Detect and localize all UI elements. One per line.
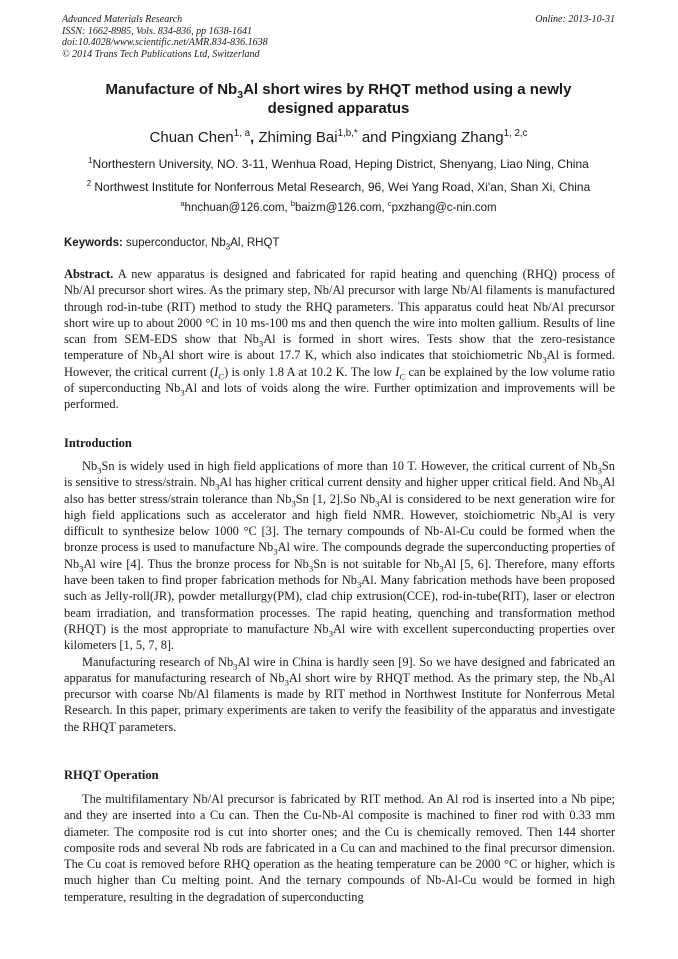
paragraph-text: Al wire with excellent superconducting properties over kilometers [1, 5, 7, 8].: [64, 621, 616, 653]
email-link[interactable]: hnchuan@126.com,: [184, 202, 288, 214]
keywords-subscript: 3: [225, 242, 231, 252]
subscript: 3: [291, 498, 296, 509]
keywords-text: superconductor, Nb: [126, 237, 226, 249]
paragraph-text: Al wire. The compounds degrade the superconducting properties of Nb: [64, 540, 615, 571]
paragraph-text: Nb: [82, 459, 98, 473]
subscript: 3: [328, 628, 333, 639]
paragraph: The multifilamentary Nb/Al precursor is fabricated by RIT method. An Al rod is inserted into a Nb pipe; and they are inserted into a Cu can. Then the Cu-Nb-Al composite is machined to finer rod with 0.33 mm diameter. The composite rod is cut into shorter ones; and the Cu is chemically removed. Then 144 shorter composite rods and several Nb rods are fabricated in a Cu can and machined to the final precursor dimension. The Cu coat is removed before RHQ operation as the heating temperature can be 2000 °C or higher, which is much higher than Cu melting point. And the ternary compounds of Nb-Al-Cu would be formed in high temperature, resulting in the degradation of superconducting: [64, 792, 615, 904]
paragraph-text: Al wire [4]. Thus the bronze process for Nb: [83, 556, 309, 571]
keywords: [64, 236, 617, 251]
abstract-text: A new apparatus is designed and fabricated for rapid heating and quenching (RHQ) process of Nb/Al precursor short wires. As the primary step, Nb/Al precursor with large Nb/Al filaments is manufactured through rod-in-tube (RIT) method to study the RHQ parameters. This apparatus could heat Nb/Al precursor short wire up to about 2000 °C in 10 ms-100 ms and then quench the wire into molten gallium. Results of line scan from SEM-EDS show that Nb: [64, 267, 615, 347]
affiliation-text: Northestern University, NO. 3-11, Wenhua Road, Heping District, Shenyang, Liao Ning, China: [92, 157, 589, 171]
title-part: Manufacture of Nb: [105, 81, 238, 98]
paragraph-text: Al has higher critical current density and higher upper critical field. And Nb: [219, 475, 599, 490]
paragraph-text: Al [5, 6]. Therefore, many efforts have been taken to find proper fabrication methods for Nb: [64, 556, 615, 588]
email-mark: b: [290, 199, 296, 209]
author-affil-mark: 1,b,*: [337, 128, 358, 139]
doi-line: doi:10.4028/www.scientific.net/AMR.834-836.1638: [62, 37, 268, 48]
subscript: 3: [97, 465, 102, 476]
keywords-text: Al, RHQT: [230, 237, 280, 249]
title-part: Al short wires by RHQT method using a newly: [243, 81, 572, 98]
title-part: designed apparatus: [267, 100, 410, 117]
subscript: 3: [308, 563, 314, 574]
subscript: 3: [598, 481, 603, 492]
paragraph-text: Al. Many fabrication methods have been proposed such as Jelly-roll(JR), powder metallurgy(PM), clad chip extrusion(CCE), rod-in-tube(RIT), laser or electron beam irradiation, and transformation processes. The rapid heating, quenching and transformation method (RHQT) is the most appropriate to manufacture Nb: [64, 573, 615, 636]
email-link[interactable]: pxzhang@c-nin.com: [391, 202, 497, 214]
affiliation-2: [62, 180, 615, 195]
author-conjunction: and: [361, 129, 387, 146]
author-affil-mark: 1, a: [233, 128, 251, 139]
affiliation-1: [62, 157, 615, 172]
section-heading-introduction: Introduction: [64, 436, 132, 450]
abstract-text: Al is formed in short wires. Tests show that the zero-resistance temperature of Nb: [64, 332, 615, 363]
subscript: 3: [598, 677, 603, 688]
subscript: 3: [356, 579, 362, 590]
abstract-text: Al is formed. However, the critical current (: [64, 348, 615, 379]
journal-name: Advanced Materials Research: [62, 14, 183, 25]
affiliation-text: Northwest Institute for Nonferrous Metal Research, 96, Wei Yang Road, Xi'an, Shan Xi, China: [94, 180, 591, 194]
author-name: Zhiming Bai: [258, 129, 338, 146]
email-mark: a: [180, 199, 185, 209]
paragraph-text: Al precursor with coarse Nb/Al filaments is made by RIT method in Northwest Institute for Nonferrous Metal Research. In this paper, primary experiments are taken to verify the feasibility of the apparatus and investigate the RHQT parameters.: [64, 670, 615, 734]
subscript: 3: [597, 465, 602, 476]
subscript: 3: [439, 563, 444, 574]
author-emails: [62, 201, 615, 215]
subscript: 3: [233, 661, 238, 672]
paragraph-text: Manufacturing research of Nb: [82, 654, 234, 669]
paragraph-text: Sn is widely used in high field applications of more than 10 T. However, the critical current of Nb: [101, 459, 598, 473]
subscript: 3: [258, 338, 264, 349]
abstract-text: Al and lots of voids along the wire. Further optimization and improvements will be performed.: [64, 381, 615, 412]
subscript: 3: [273, 546, 278, 557]
paragraph-text: Al is very difficult to synthesize below 1000 °C [3]. The ternary compounds of Nb-Al-Cu could be formed when the bronze process is used to manufacture Nb: [64, 507, 615, 555]
paragraph-text: Al wire in China is hardly seen [9]. So we have designed and fabricated an apparatus for manufacturing research of Nb: [64, 654, 616, 685]
paragraph-text: Sn [1, 2].So Nb: [295, 491, 376, 506]
copyright-line: © 2014 Trans Tech Publications Ltd, Switzerland: [62, 48, 260, 60]
keywords-label: Keywords:: [64, 237, 123, 249]
abstract-text: ) is only 1.8 A at 10.2 K. The low: [224, 364, 396, 379]
author-name: Chuan Chen: [149, 129, 234, 146]
author-name: Pingxiang Zhang: [391, 129, 504, 146]
rhqt-body: [64, 791, 615, 905]
math-symbol: I: [214, 364, 219, 379]
subscript: 3: [157, 354, 162, 365]
paragraph-text: Al short wire by RHQT method. As the primary step, the Nb: [288, 670, 599, 685]
affiliation-mark: 2: [86, 179, 92, 188]
title-subscript: 3: [237, 89, 244, 101]
subscript: 3: [375, 498, 380, 509]
math-subscript: C: [399, 371, 406, 382]
abstract-text: Al short wire is about 17.7 K, which also indicates that stoichiometric Nb: [161, 348, 543, 363]
issn-line: ISSN: 1662-8985, Vols. 834-836, pp 1638-1641: [62, 25, 252, 37]
introduction-body: [64, 458, 615, 735]
author-affil-mark: 1, 2,c: [503, 128, 528, 139]
subscript: 3: [542, 354, 547, 365]
subscript: 3: [555, 514, 561, 525]
abstract-label: Abstract.: [64, 267, 114, 281]
abstract-text: can be explained by the low volume ratio of superconducting Nb: [64, 364, 615, 396]
paper-title: [62, 80, 615, 118]
paragraph: [64, 458, 615, 654]
subscript: 3: [284, 677, 289, 688]
subscript: 3: [180, 387, 185, 398]
math-subscript: C: [218, 371, 225, 382]
author-list: Chuan Chen$^{1, a}$, Zhiming Bai$^{1,b,*}$ and Pingxiang Zhang$^{1, 2,c}$: [149, 128, 528, 146]
math-symbol: I: [395, 364, 400, 379]
online-date: Online: 2013-10-31: [535, 14, 615, 25]
email-link[interactable]: baizm@126.com,: [295, 202, 385, 214]
affiliation-mark: 1: [88, 156, 93, 165]
paragraph-text: Sn is not suitable for Nb: [313, 556, 440, 571]
paragraph-text: Sn is sensitive to stress/strain. Nb: [64, 459, 615, 490]
abstract: [64, 266, 615, 413]
subscript: 3: [79, 563, 84, 574]
email-mark: c: [387, 199, 392, 209]
paragraph: [64, 654, 615, 735]
journal-header: [62, 14, 615, 60]
subscript: 3: [215, 481, 220, 492]
paragraph-text: Al is considered to be next generation wire for high field applications such as accelerator and high field NMR. However, stoichiometric Nb: [64, 491, 616, 522]
section-heading-rhqt: RHQT Operation: [64, 768, 159, 782]
paragraph-text: Al also has better stress/strain tolerance than Nb: [64, 475, 615, 506]
